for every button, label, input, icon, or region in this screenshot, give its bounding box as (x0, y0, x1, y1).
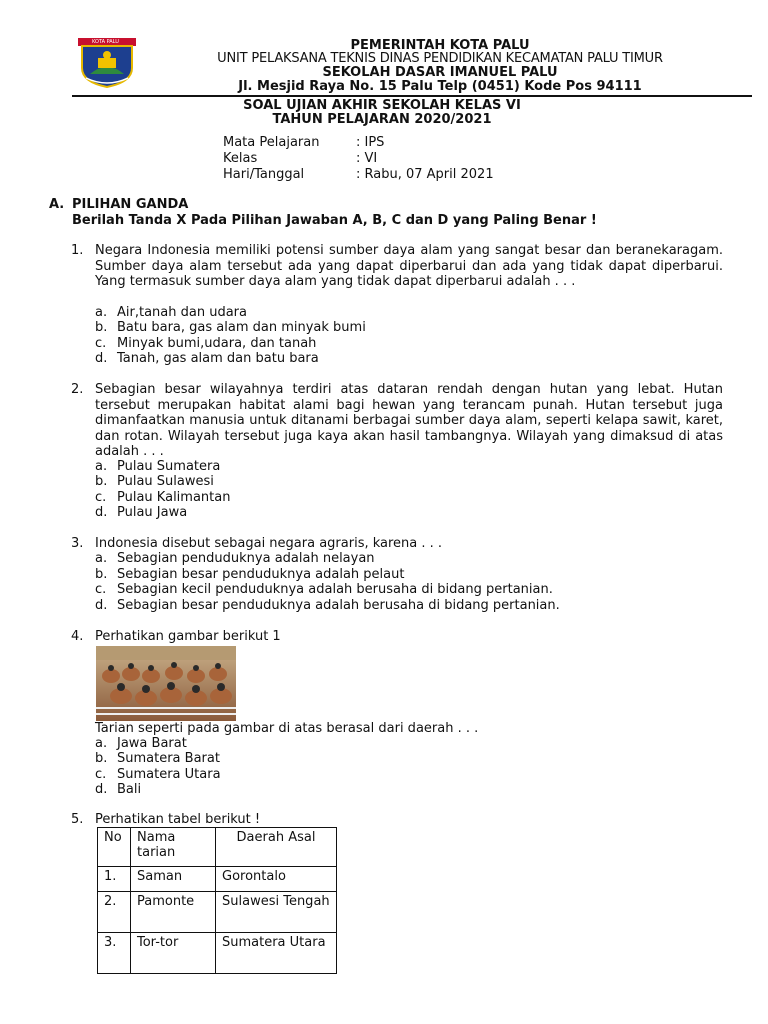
option-text[interactable]: Air,tanah dan udara (117, 305, 247, 320)
question-number: 2. (71, 382, 84, 397)
question-number: 1. (71, 243, 84, 258)
option-letter[interactable]: d. (95, 351, 108, 366)
table-cell: Sulawesi Tengah (216, 892, 337, 933)
option-letter[interactable]: c. (95, 336, 107, 351)
option-text[interactable]: Pulau Sumatera (117, 459, 221, 474)
exam-year: TAHUN PELAJARAN 2020/2021 (272, 112, 492, 127)
option-text[interactable]: Minyak bumi,udara, dan tanah (117, 336, 317, 351)
option-letter[interactable]: a. (95, 736, 108, 751)
option-text[interactable]: Sumatera Barat (117, 751, 220, 766)
question-number: 3. (71, 536, 84, 551)
option-letter[interactable]: d. (95, 598, 108, 613)
header-school: SEKOLAH DASAR IMANUEL PALU (322, 65, 558, 80)
option-text[interactable]: Sumatera Utara (117, 767, 221, 782)
meta-value-subject: : IPS (356, 135, 385, 150)
option-letter[interactable]: b. (95, 751, 108, 766)
option-letter[interactable]: d. (95, 505, 108, 520)
header-divider (72, 95, 752, 97)
question-number: 4. (71, 629, 84, 644)
table-row (98, 892, 337, 933)
table-row (98, 867, 337, 892)
header-address: Jl. Mesjid Raya No. 15 Palu Telp (0451) Kode Pos 94111 (238, 79, 642, 94)
question-text: Sebagian besar wilayahnya terdiri atas dataran rendah dengan hutan yang lebat. Hutan tersebut merupakan habitat alami bagi hewan yang terancam punah. Hutan tersebut juga dimanfaatkan manusia untuk ditanami berbagai sumber daya alam, seperti kelapa sawit, karet, dan rotan. Wilayah tersebut juga kaya akan hasil tambangnya. Wilayah yang dimaksud di atas adalah . . . (95, 382, 723, 459)
table-cell: Gorontalo (216, 867, 337, 892)
meta-label-subject: Mata Pelajaran (223, 135, 320, 150)
option-text[interactable]: Sebagian kecil penduduknya adalah berusaha di bidang pertanian. (117, 582, 553, 597)
table-cell: Pamonte (131, 892, 216, 933)
table-cell: Saman (131, 867, 216, 892)
option-letter[interactable]: b. (95, 474, 108, 489)
dance-photo (96, 646, 236, 721)
section-title: PILIHAN GANDA (72, 197, 189, 212)
option-text[interactable]: Pulau Kalimantan (117, 490, 231, 505)
table-header-cell: Daerah Asal (216, 828, 337, 867)
header-government: PEMERINTAH KOTA PALU (350, 38, 530, 53)
table-cell: 1. (98, 867, 131, 892)
option-text[interactable]: Tanah, gas alam dan batu bara (117, 351, 319, 366)
question-text: Indonesia disebut sebagai negara agraris, karena . . . (95, 536, 443, 551)
option-text[interactable]: Sebagian besar penduduknya adalah berusaha di bidang pertanian. (117, 598, 560, 613)
table-cell: Tor-tor (131, 933, 216, 974)
question-caption: Tarian seperti pada gambar di atas berasal dari daerah . . . (95, 721, 479, 736)
table-header-row (98, 828, 337, 867)
option-text[interactable]: Pulau Jawa (117, 505, 188, 520)
section-instruction: Berilah Tanda X Pada Pilihan Jawaban A, B, C dan D yang Paling Benar ! (72, 213, 597, 228)
logo-text: KOTA PALU (92, 39, 119, 45)
option-letter[interactable]: b. (95, 567, 108, 582)
table-row (98, 933, 337, 974)
option-letter[interactable]: a. (95, 551, 108, 566)
option-letter[interactable]: a. (95, 459, 108, 474)
table-header-cell: No (98, 828, 131, 867)
city-logo (76, 38, 138, 88)
section-letter: A. (49, 197, 65, 212)
meta-label-class: Kelas (223, 151, 258, 166)
question-text: Perhatikan gambar berikut 1 (95, 629, 281, 644)
question-text: Negara Indonesia memiliki potensi sumber daya alam yang sangat besar dan beranekaragam. Sumber daya alam tersebut ada yang dapat diperbarui dan ada yang tidak dapat diperbarui. Yang termasuk sumber daya alam yang tidak dapat diperbarui adalah . . . (95, 243, 723, 289)
option-text[interactable]: Bali (117, 782, 142, 797)
option-text[interactable]: Sebagian besar penduduknya adalah pelaut (117, 567, 405, 582)
table-header-cell: Nama tarian (131, 828, 216, 867)
option-letter[interactable]: c. (95, 767, 107, 782)
table-cell: 3. (98, 933, 131, 974)
question-number: 5. (71, 812, 84, 827)
option-letter[interactable]: b. (95, 320, 108, 335)
table-cell: 2. (98, 892, 131, 933)
meta-value-date: : Rabu, 07 April 2021 (356, 167, 494, 182)
exam-title: SOAL UJIAN AKHIR SEKOLAH KELAS VI (243, 98, 521, 113)
meta-value-class: : VI (356, 151, 378, 166)
option-letter[interactable]: d. (95, 782, 108, 797)
dance-table (97, 827, 337, 974)
table-cell: Sumatera Utara (216, 933, 337, 974)
option-letter[interactable]: a. (95, 305, 108, 320)
option-text[interactable]: Pulau Sulawesi (117, 474, 214, 489)
option-text[interactable]: Jawa Barat (117, 736, 187, 751)
option-text[interactable]: Sebagian penduduknya adalah nelayan (117, 551, 375, 566)
header-unit: UNIT PELAKSANA TEKNIS DINAS PENDIDIKAN KECAMATAN PALU TIMUR (217, 51, 663, 66)
option-text[interactable]: Batu bara, gas alam dan minyak bumi (117, 320, 366, 335)
meta-label-date: Hari/Tanggal (223, 167, 305, 182)
option-letter[interactable]: c. (95, 490, 107, 505)
question-text: Perhatikan tabel berikut ! (95, 812, 261, 827)
option-letter[interactable]: c. (95, 582, 107, 597)
